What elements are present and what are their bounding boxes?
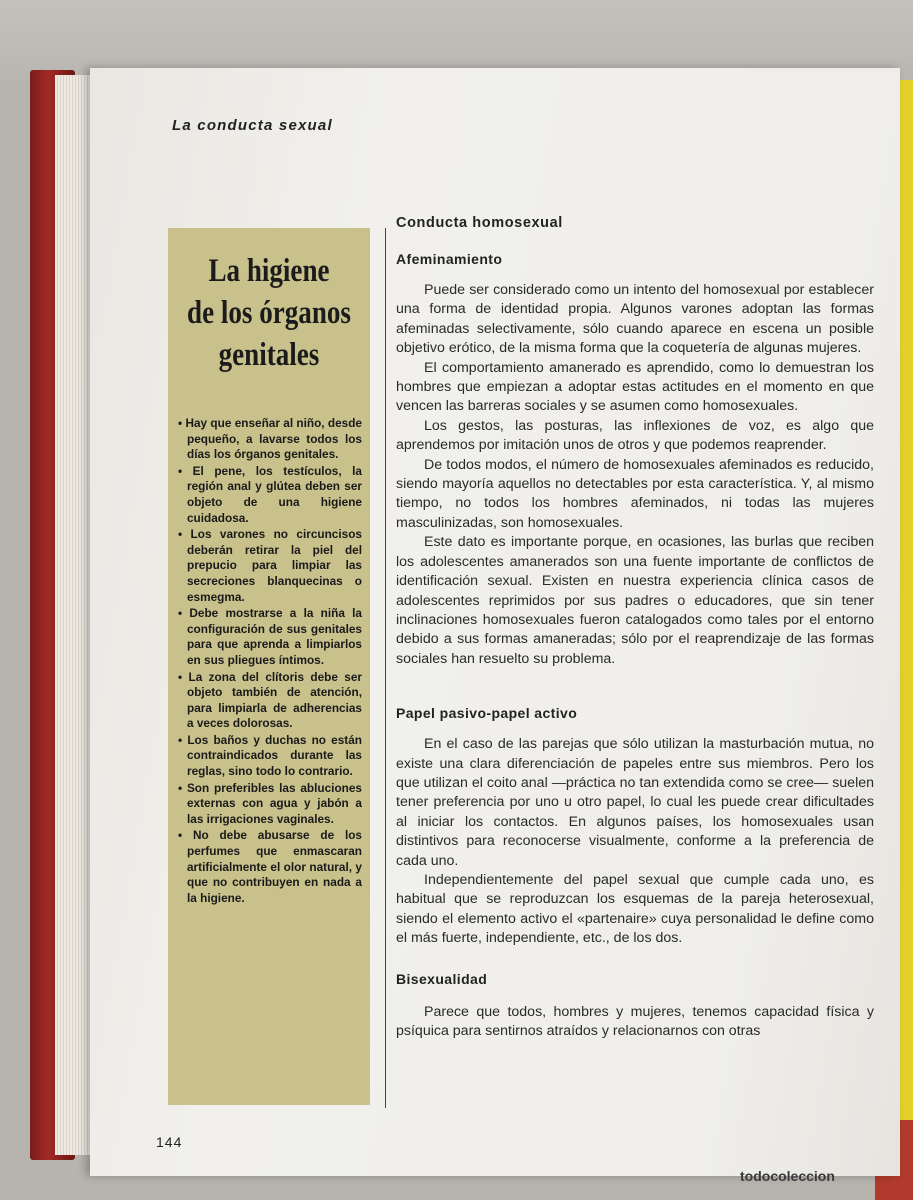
page-number: 144 (156, 1134, 183, 1150)
subsection-heading: Afeminamiento (396, 251, 503, 267)
sidebar-bullet-item: • Los varones no circuncisos deberán retirar la piel del prepucio para limpiar las secreciones blanquecinas o esmegma. (178, 527, 362, 605)
sidebar-bullet-item: • Debe mostrarse a la niña la configuración de sus genitales para que aprenda a limpiarlos en sus pliegues íntimos. (178, 606, 362, 668)
sidebar-bullet-item: • Son preferibles las abluciones externas con agua y jabón a las irrigaciones vaginales. (178, 781, 362, 828)
hygiene-sidebar-box (168, 228, 370, 1105)
sidebar-bullet-item: • No debe abusarse de los perfumes que enmascaran artificialmente el olor natural, y que no contribuyen en nada a la higiene. (178, 828, 362, 906)
sidebar-bullet-item: • La zona del clítoris debe ser objeto también de atención, para limpiarla de adherencias a veces dolorosas. (178, 670, 362, 732)
sidebar-bullet-item: • Hay que enseñar al niño, desde pequeño, a lavarse todos los días los órganos genitales. (178, 416, 362, 463)
sidebar-title-line: de los órganos (187, 295, 351, 331)
body-paragraph: En el caso de las parejas que sólo utilizan la masturbación mutua, no existe una clara diferenciación de papeles entre sus miembros. Pero los que utilizan el coito anal —práctica no tan extendida como se cree— suelen tener preferencia por uno u otro papel, lo cual les puede crear dificultades al iniciar los contactos. En algunos países, los homosexuales usan distintivos para reconocerse visualmente, conforme a la preferencia de cada uno. (396, 736, 874, 869)
body-paragraph: Los gestos, las posturas, las inflexiones de voz, es algo que aprendemos por imitación unos de otros y que podemos reaprender. (396, 417, 874, 454)
main-text-column (396, 215, 874, 1041)
sidebar-bullet-item: • El pene, los testículos, la región anal y glútea deben ser objeto de una higiene cuidadosa. (178, 464, 362, 526)
column-divider (385, 228, 386, 1108)
body-paragraph: De todos modos, el número de homosexuales afeminados es reducido, siendo mayoría aquellos no detectables por esta característica. Y, al mismo tiempo, no todos los hombres afeminados, ni todas las mujeres masculinizadas, son homosexuales. (396, 456, 874, 531)
subsection-heading: Bisexualidad (396, 970, 488, 987)
sidebar-title-line: La higiene (208, 253, 330, 289)
body-paragraph: Independientemente del papel sexual que cumple cada uno, es habitual que se reproduzcan los esquemas de la pareja heterosexual, siendo el elemento activo el «partenaire» cuya personalidad le define como el más fuerte, independiente, etc., de los dos. (396, 871, 874, 947)
body-paragraph: Parece que todos, hombres y mujeres, tenemos capacidad física y psíquica para sentirnos atraídos y relacionarnos con otras (396, 1003, 874, 1039)
section-heading: Conducta homosexual (396, 215, 563, 231)
sidebar-title (186, 250, 352, 376)
sidebar-bullet-item: • Los baños y duchas no están contraindicados durante las reglas, sino todo lo contrario. (178, 733, 362, 780)
sidebar-bullet-list (178, 416, 362, 907)
running-head: La conducta sexual (172, 117, 333, 134)
body-paragraph: El comportamiento amanerado es aprendido, como lo demuestran los hombres que empiezan a adoptar estas actitudes en el momento en que vencen las barreras sociales y se asumen como homosexuales. (396, 359, 874, 415)
body-paragraph: Este dato es importante porque, en ocasiones, las burlas que reciben los adolescentes amanerados son una fuente importante de conflictos de identificación sexual. Existen en nuestra experiencia clínica casos de adolescentes reprimidos por sus padres o educadores, que sin tener inclinaciones homosexuales fueron catalogados como tales por el entorno debido a sus formas amaneradas; sólo por el reaprendizaje de las formas sociales han resuelto su problema. (396, 534, 874, 667)
watermark-text: todocoleccion (740, 1168, 835, 1184)
body-paragraph: Puede ser considerado como un intento del homosexual por establecer una forma de identidad propia. Algunos varones adoptan las formas afeminadas selectivamente, sólo cuando aparece en escena un posible objetivo erótico, de la misma forma que la coquetería de algunas mujeres. (396, 282, 874, 357)
sidebar-title-line: genitales (218, 337, 320, 373)
subsection-heading: Papel pasivo-papel activo (396, 705, 578, 722)
